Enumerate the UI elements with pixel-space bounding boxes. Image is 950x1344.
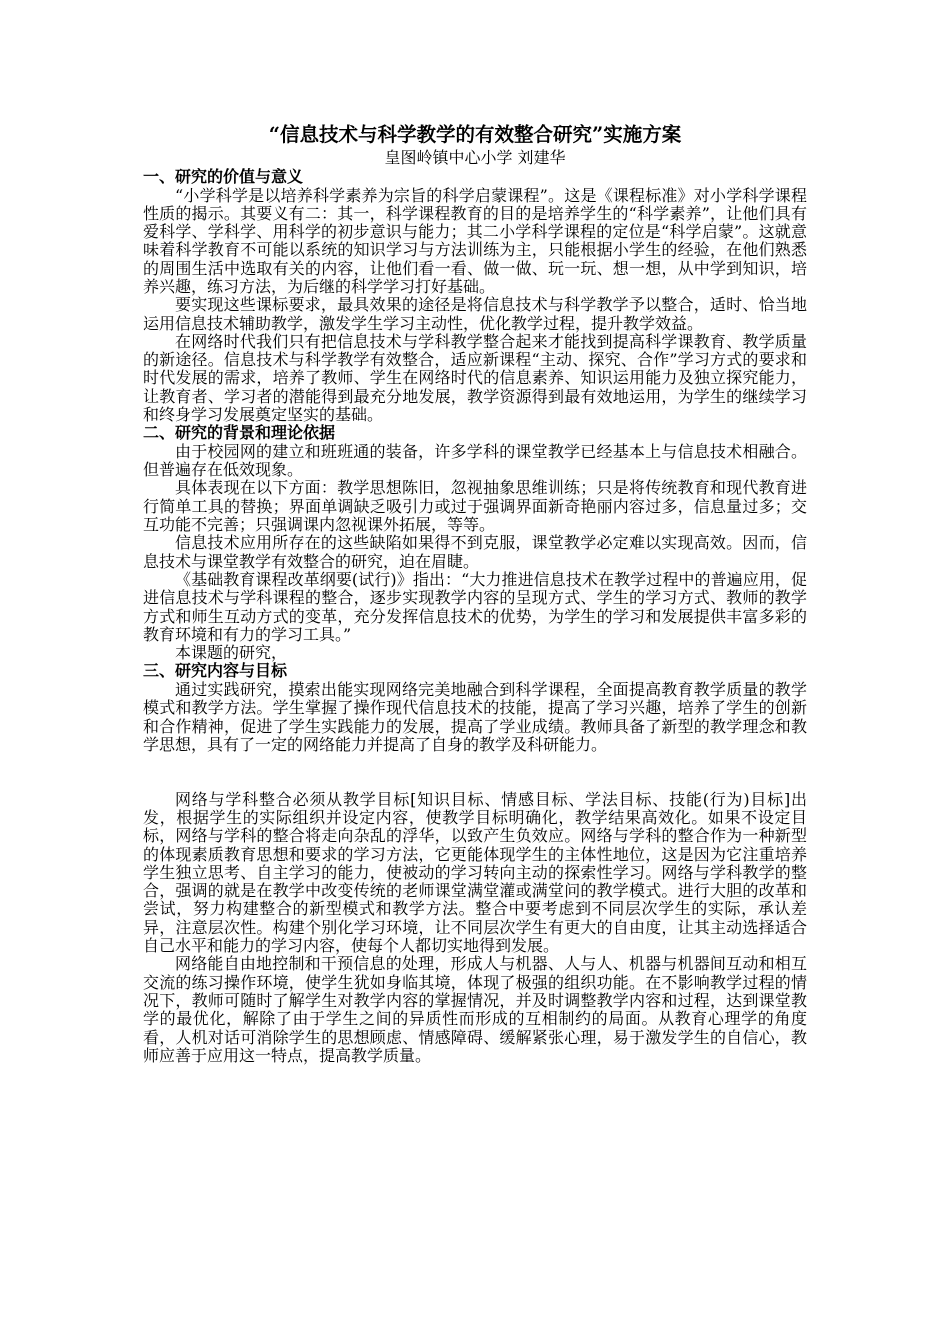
paragraph: 通过实践研究，摸索出能实现网络完美地融合到科学课程，全面提高教育教学质量的教学模式和教学方法。学生掌握了操作现代信息技术的技能，提高了学习兴趣，培养了学生的创新和合作精神，促进了学生实践能力的发展，提高了学业成绩。教师具备了新型的教学理念和教学思想，具有了一定的网络能力并提高了自身的教学及科研能力。: [143, 679, 807, 754]
section-background-theory: [143, 424, 807, 662]
paragraph: 网络能自由地控制和干预信息的处理，形成人与机器、人与人、机器与机器间互动和相互交流的练习操作环境，使学生犹如身临其境，体现了极强的组织功能。在不影响教学过程的情况下，教师可随时了解学生对教学内容的掌握情况，并及时调整教学内容和过程，达到课堂教学的最优化，解除了由于学生之间的异质性而形成的互相制约的局面。从教育心理学的角度看，人机对话可消除学生的思想顾虑、情感障碍、缓解紧张心理，易于激发学生的自信心，教师应善于应用这一特点，提高教学质量。: [143, 954, 807, 1065]
blank-line: [143, 772, 807, 790]
paragraph: 由于校园网的建立和班班通的装备，许多学科的课堂教学已经基本上与信息技术相融合。但普遍存在低效现象。: [143, 441, 807, 480]
paragraph: 《基础教育课程改革纲要(试行)》指出：“大力推进信息技术在教学过程中的普遍应用，促进信息技术与学科课程的整合，逐步实现教学内容的呈现方式、学生的学习方式、教师的教学方式和师生互动方式的变革，充分发挥信息技术的优势，为学生的学习和发展提供丰富多彩的教育环境和有力的学习工具。”: [143, 569, 807, 644]
section-heading: 三、研究内容与目标: [143, 661, 288, 681]
paragraph: 在网络时代我们只有把信息技术与学科教学整合起来才能找到提高科学课教育、教学质量的新途径。信息技术与科学教学有效整合，适应新课程“主动、探究、合作”学习方式的要求和时代发展的需求，培养了教师、学生在网络时代的信息素养、知识运用能力及独立探究能力，让教育者、学习者的潜能得到最充分地发展，教学资源得到最有效地运用，为学生的继续学习和终身学习发展奠定坚实的基础。: [143, 331, 807, 425]
document-page: [143, 122, 807, 1065]
paragraph: 具体表现在以下方面：教学思想陈旧，忽视抽象思维训练；只是将传统教育和现代教育进行简单工具的替换；界面单调缺乏吸引力或过于强调界面新奇艳丽内容过多，信息量过多；交互功能不完善；只强调课内忽视课外拓展，等等。: [143, 478, 807, 535]
paragraph: 要实现这些课标要求，最具效果的途径是将信息技术与科学教学予以整合，适时、恰当地运用信息技术辅助教学，激发学生学习主动性，优化教学过程，提升教学效益。: [143, 295, 807, 333]
paragraph: 本课题的研究，: [175, 643, 288, 663]
paragraph: 网络与学科整合必须从教学目标[知识目标、情感目标、学法目标、技能(行为)目标]出发，根据学生的实际组织并设定内容，使教学目标明确化，教学结果高效化。如果不设定目标，网络与学科的整合将走向杂乱的浮华，以致产生负效应。网络与学科的整合作为一种新型的体现素质教育思想和要求的学习方法，它更能体现学生的主体性地位，这是因为它注重培养学生独立思考、自主学习的能力，使被动的学习转向主动的探索性学习。网络与学科教学的整合，强调的就是在教学中改变传统的老师课堂满堂灌或满堂问的教学模式。进行大胆的改革和尝试，努力构建整合的新型模式和教学方法。整合中要考虑到不同层次学生的实际，承认差异，注意层次性。构建个别化学习环境，让不同层次学生有更大的自由度，让其主动选择适合自己水平和能力的学习内容，使每个人都切实地得到发展。: [143, 789, 807, 956]
paragraph: “小学科学是以培养科学素养为宗旨的科学启蒙课程”。这是《课程标准》对小学科学课程性质的揭示。其要义有二：其一，科学课程教育的目的是培养学生的“科学素养”，让他们具有爱科学、学科学、用科学的初步意识与能力；其二小学科学课程的定位是“科学启蒙”。这就意味着科学教育不可能以系统的知识学习与方法训练为主，只能根据小学生的经验，在他们熟悉的周围生活中选取有关的内容，让他们看一看、做一做、玩一玩、想一想，从中学到知识，培养兴趣，练习方法，为后继的科学学习打好基础。: [143, 185, 807, 296]
section-content-goals: [143, 662, 807, 1065]
paragraph: 信息技术应用所存在的这些缺陷如果得不到克服，课堂教学必定难以实现高效。因而，信息技术与课堂教学有效整合的研究，迫在眉睫。: [143, 533, 807, 571]
section-heading: 二、研究的背景和理论依据: [143, 423, 336, 443]
section-value-significance: [143, 168, 807, 424]
blank-line: [143, 754, 807, 772]
document-title: “信息技术与科学教学的有效整合研究”实施方案: [268, 123, 682, 146]
section-heading: 一、研究的价值与意义: [143, 167, 304, 186]
document-author: 皇图岭镇中心小学 刘建华: [384, 148, 566, 167]
